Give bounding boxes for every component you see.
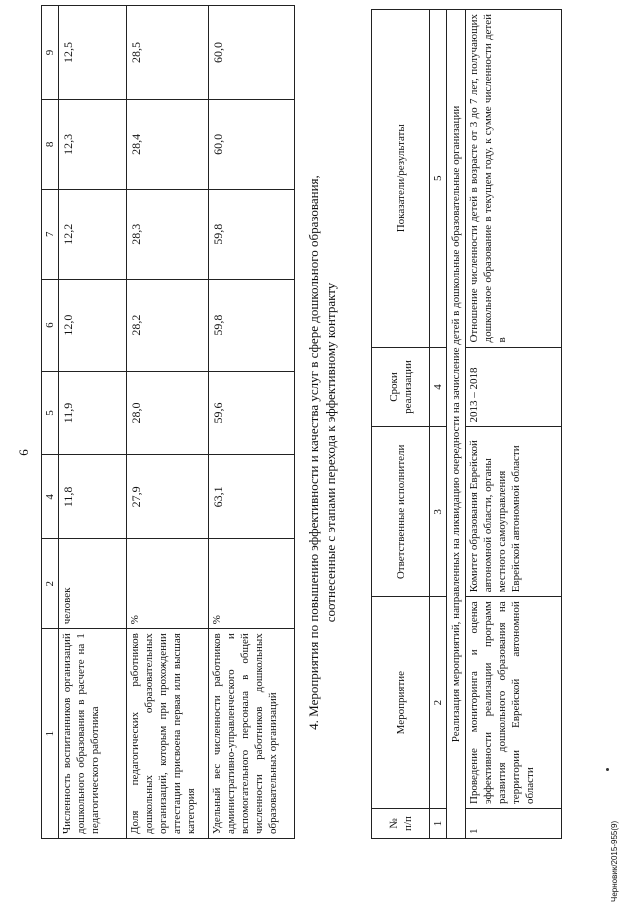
section-heading-line: соотнесенные с этапами перехода к эффективному контракту: [323, 282, 338, 623]
column-number: 1: [430, 809, 447, 839]
unit-cell: человек: [59, 539, 127, 629]
table-header-row: [372, 10, 430, 839]
table-row: [466, 10, 562, 839]
column-header: 4: [42, 455, 59, 539]
column-header: 6: [42, 279, 59, 371]
table-header-row: [42, 6, 59, 839]
section-heading-line: 4. Мероприятия по повышению эффективности и качества услуг в сфере дошкольного образования,: [306, 175, 321, 730]
table-row: [127, 6, 209, 839]
value-cell: 28,5: [127, 6, 209, 100]
value-cell: 27,9: [127, 455, 209, 539]
column-header: 5: [42, 371, 59, 455]
subsection-title: Реализация мероприятий, направленных на ликвидацию очередности на зачисление детей в дошкольные образовательные организации: [447, 10, 466, 839]
value-cell: 28,0: [127, 371, 209, 455]
column-header: Ответственные исполнители: [372, 427, 430, 597]
column-header: № п/п: [372, 809, 430, 839]
value-cell: 59,6: [209, 371, 295, 455]
subsection-row: [447, 10, 466, 839]
column-header: Показатели/результаты: [372, 10, 430, 348]
indicator-label: Удельный вес численности работников административно-управленческого и вспомогательного персонала в общей численности работников дошкольных образовательных организаций: [209, 629, 295, 839]
unit-cell: %: [209, 539, 295, 629]
value-cell: 12,2: [59, 189, 127, 279]
value-cell: 28,4: [127, 99, 209, 189]
column-header: 8: [42, 99, 59, 189]
event-cell: Проведение мониторинга и оценка эффективности реализации программ развития дошкольного образования на территории Еврейской автономной области: [466, 597, 562, 809]
table-row: [59, 6, 127, 839]
column-number: 4: [430, 347, 447, 427]
column-header: 2: [42, 539, 59, 629]
value-cell: 11,8: [59, 455, 127, 539]
section-heading: [305, 0, 339, 905]
column-header: 1: [42, 629, 59, 839]
column-header: Сроки реализации: [372, 347, 430, 427]
column-number: 2: [430, 597, 447, 809]
row-number: 1: [466, 809, 562, 839]
value-cell: 28,3: [127, 189, 209, 279]
value-cell: 11,9: [59, 371, 127, 455]
column-header: 7: [42, 189, 59, 279]
executors-cell: Комитет образования Еврейской автономной области, органы местного самоуправления Еврейской автономной области: [466, 427, 562, 597]
value-cell: 12,0: [59, 279, 127, 371]
column-header: 9: [42, 6, 59, 100]
value-cell: 63,1: [209, 455, 295, 539]
column-header: Мероприятие: [372, 597, 430, 809]
value-cell: 12,3: [59, 99, 127, 189]
value-cell: 28,2: [127, 279, 209, 371]
indicator-label: Численность воспитанников организаций дошкольного образования в расчете на 1 педагогического работника: [59, 629, 127, 839]
indicators-table: [41, 5, 295, 839]
column-number: 3: [430, 427, 447, 597]
column-number: 5: [430, 10, 447, 348]
value-cell: 59,8: [209, 279, 295, 371]
value-cell: 60,0: [209, 6, 295, 100]
results-cell: Отношение численности детей в возрасте от 3 до 7 лет, получающих дошкольное образование в текущем году, к сумме численности детей в: [466, 10, 562, 348]
table-row: [209, 6, 295, 839]
terms-cell: 2013 – 2018: [466, 347, 562, 427]
page-number: 6: [16, 449, 31, 456]
value-cell: 59,8: [209, 189, 295, 279]
unit-cell: %: [127, 539, 209, 629]
scan-speck: [606, 768, 609, 771]
value-cell: 12,5: [59, 6, 127, 100]
document-stamp: Черновик/2015-955(9): [610, 820, 619, 902]
value-cell: 60,0: [209, 99, 295, 189]
indicator-label: Доля педагогических работников дошкольных образовательных организаций, которым при прохождении аттестации присвоена первая или высшая категория: [127, 629, 209, 839]
column-number-row: [430, 10, 447, 839]
measures-table: [371, 9, 562, 839]
